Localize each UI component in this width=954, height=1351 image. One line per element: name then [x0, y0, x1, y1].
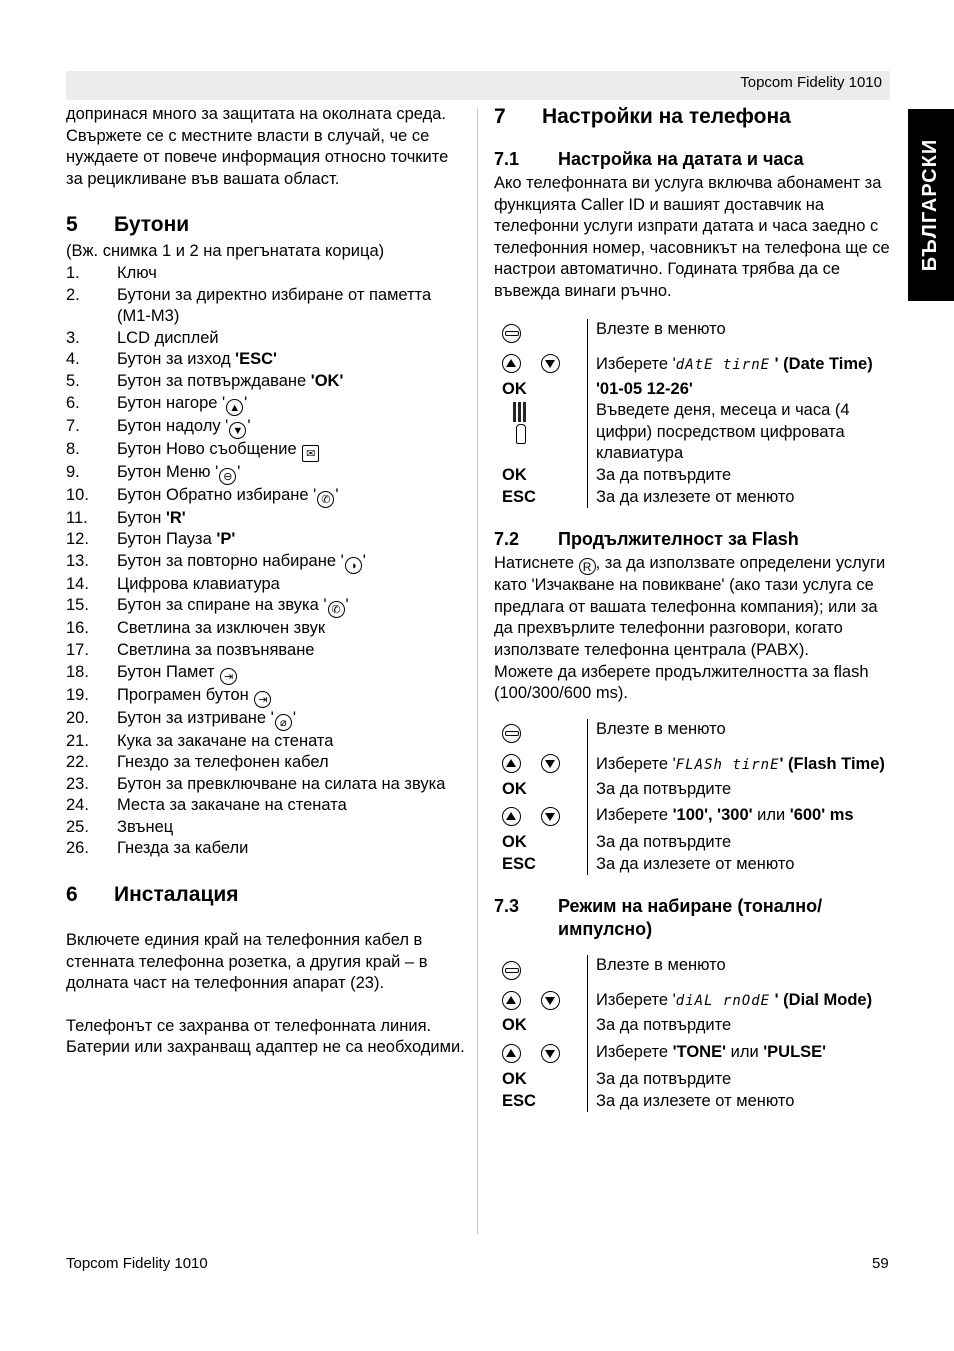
option-values: '100', '300' — [672, 806, 753, 825]
step-text — [588, 800, 898, 832]
step-key — [498, 719, 588, 749]
body-text: Натиснете — [494, 554, 579, 573]
section-title: Продължителност за Flash — [558, 529, 799, 550]
list-item — [66, 838, 466, 860]
list-item — [66, 574, 466, 596]
item-label: Бутон Обратно избиране ' — [117, 485, 317, 504]
step-key — [498, 1037, 588, 1069]
step-key — [498, 985, 588, 1015]
item-number: 25. — [66, 817, 89, 836]
step-text: За да потвърдите — [596, 779, 732, 798]
intro-text: допринася много за защитата на околната среда. — [66, 105, 446, 123]
step-key: OK — [498, 465, 588, 487]
footer-title: Topcom Fidelity 1010 — [66, 1255, 208, 1272]
item-label: Бутон Ново съобщение — [117, 439, 302, 458]
item-label: Бутон за спиране на звука ' — [117, 596, 327, 615]
item-key-name: 'ESC' — [235, 350, 277, 369]
select-label: Изберете ' — [596, 991, 676, 1010]
section-5-heading — [66, 212, 466, 238]
item-text — [117, 662, 238, 685]
item-number: 15. — [66, 596, 89, 615]
language-tab — [908, 109, 954, 301]
item-label: Бутон нагоре ' — [117, 393, 226, 412]
item-text — [117, 349, 277, 371]
item-key-name: 'P' — [216, 530, 236, 549]
item-label: Цифрова клавиатура — [117, 574, 280, 593]
step-key: OK — [498, 379, 588, 401]
lcd-text: diAL rnOdE — [675, 993, 771, 1010]
r-button-icon: R — [579, 558, 596, 575]
list-item — [66, 795, 466, 817]
list-item — [66, 708, 466, 731]
item-text — [117, 708, 296, 731]
item-label: Бутони за директно избиране от паметта (М1-М3) — [117, 285, 432, 326]
item-number: 9. — [66, 462, 80, 481]
item-text — [117, 328, 219, 350]
item-number: 18. — [66, 662, 89, 681]
step-key: ESC — [498, 487, 588, 509]
item-number: 11. — [66, 508, 88, 527]
body-text: , за да използвате определени услуги като 'Изчакване на повикване' (ако тази услуга се предлага от вашата телефонна компания); или за да прехвърлите телефонни разговори, когато използвате телефонна централа (PABX). — [494, 554, 886, 659]
item-label: Бутон Пауза — [117, 530, 217, 549]
item-number: 14. — [66, 574, 89, 593]
header-bar — [66, 71, 890, 100]
item-text — [117, 731, 333, 753]
menu-icon — [502, 961, 521, 980]
item-label: Места за закачане на стената — [117, 796, 347, 815]
step-value — [588, 379, 898, 401]
page-number: 59 — [872, 1255, 889, 1272]
step-text — [588, 985, 898, 1015]
list-item — [66, 774, 466, 796]
step-key: OK — [498, 1015, 588, 1037]
item-label: Бутон Памет — [117, 662, 220, 681]
button-icon: ▼ — [229, 422, 246, 439]
step-key: OK — [498, 832, 588, 854]
step-key: OK — [498, 1069, 588, 1091]
step-key: OK — [498, 779, 588, 801]
up-arrow-icon — [502, 354, 521, 373]
item-number: 16. — [66, 619, 89, 638]
item-number: 7. — [66, 416, 80, 435]
item-label-end: ' — [292, 708, 296, 727]
item-label-end: ' — [335, 485, 339, 504]
option-value: 'PULSE' — [763, 1043, 827, 1062]
item-text — [117, 393, 247, 416]
right-column — [494, 104, 894, 1112]
item-label: Бутон за потвърждаване — [117, 371, 311, 390]
flash-procedure — [498, 719, 898, 876]
date-value: '01-05 12-26' — [596, 379, 693, 398]
item-text — [117, 285, 466, 328]
item-text — [117, 371, 343, 393]
section-7-heading — [494, 104, 894, 130]
list-item — [66, 529, 466, 551]
button-icon: ✆ — [328, 601, 345, 618]
section-number: 7.3 — [494, 896, 520, 917]
item-number: 12. — [66, 530, 89, 549]
list-item — [66, 640, 466, 662]
list-item — [66, 731, 466, 753]
list-item — [66, 285, 466, 328]
item-text — [117, 439, 320, 462]
up-arrow-icon — [502, 1044, 521, 1063]
item-label: Светлина за позвъняване — [117, 640, 315, 659]
section-7-3-heading — [494, 895, 894, 941]
step-key — [498, 955, 588, 985]
item-text — [117, 574, 280, 596]
item-number: 6. — [66, 393, 80, 412]
item-text — [117, 551, 366, 574]
section-7-1-heading — [494, 148, 894, 171]
up-arrow-icon — [502, 807, 521, 826]
section-number: 7.1 — [494, 149, 520, 169]
button-icon: ⇥ — [254, 691, 271, 708]
item-number: 13. — [66, 551, 89, 570]
step-key: ESC — [498, 854, 588, 876]
button-icon: ⌀ — [275, 714, 292, 731]
step-text: За да излезете от менюто — [596, 487, 795, 506]
item-text — [117, 817, 173, 839]
option-name: ' (Dial Mode) — [770, 991, 873, 1010]
step-text: Влезте в менюто — [596, 719, 726, 738]
button-icon: ▲ — [226, 399, 243, 416]
section-5-note: (Вж. снимка 1 и 2 на прегънатата корица) — [66, 242, 385, 261]
list-item — [66, 485, 466, 508]
item-text — [117, 462, 240, 485]
list-item — [66, 752, 466, 774]
option-value: 'TONE' — [672, 1043, 727, 1062]
step-key — [498, 800, 588, 832]
item-number: 2. — [66, 285, 80, 304]
step-text: За да потвърдите — [596, 1016, 732, 1035]
list-item — [66, 328, 466, 350]
down-arrow-icon — [541, 1044, 560, 1063]
list-item — [66, 662, 466, 685]
intro-text-2: Свържете се с местните власти в случай, че се нуждаете от повече информация относно точките за рецикливане във вашата област. — [66, 126, 449, 188]
item-label: Бутон — [117, 508, 166, 527]
item-number: 10. — [66, 485, 89, 504]
menu-icon — [502, 324, 521, 343]
item-number: 5. — [66, 371, 80, 390]
button-icon: ✆ — [317, 491, 334, 508]
section-title: Настройка на датата и часа — [558, 149, 804, 169]
list-item — [66, 349, 466, 371]
column-divider — [477, 108, 478, 1234]
step-text: Влезте в менюто — [596, 319, 726, 338]
section-number: 6 — [66, 883, 78, 907]
item-number: 21. — [66, 731, 89, 750]
item-label: Бутон за изход — [117, 350, 236, 369]
item-text — [117, 640, 314, 662]
down-arrow-icon — [541, 754, 560, 773]
up-arrow-icon — [502, 991, 521, 1010]
item-number: 20. — [66, 708, 89, 727]
lcd-text: FLASh tirnE — [675, 756, 780, 773]
list-item — [66, 551, 466, 574]
select-label: Изберете ' — [596, 754, 676, 773]
date-time-procedure — [498, 319, 898, 509]
item-number: 3. — [66, 328, 80, 347]
list-item — [66, 508, 466, 530]
item-text — [117, 774, 445, 796]
section-7-1-body: Ако телефонната ви услуга включва абонамент за функцията Caller ID и вашият доставчик на телефонни услуги изпрати датата и часа заедно с телефонния номер, часовникът на телефона ще се настрои автоматично. Годината трябва да се въвежда винаги ръчно. — [494, 174, 890, 300]
item-label: Бутон за повторно набиране ' — [117, 551, 344, 570]
section-7-2-heading — [494, 528, 894, 551]
item-key-name: 'R' — [165, 508, 186, 527]
section-number: 7 — [494, 105, 506, 128]
option-values: '600' ms — [789, 806, 854, 825]
section-number: 7.2 — [494, 529, 520, 550]
item-number: 8. — [66, 439, 80, 458]
item-label: Гнезда за кабели — [117, 839, 249, 858]
item-label: Ключ — [117, 263, 157, 282]
step-text — [588, 749, 898, 779]
item-label-end: ' — [237, 462, 241, 481]
option-name: ' (Date Time) — [770, 354, 873, 373]
select-label: Изберете — [596, 1043, 673, 1062]
item-label-end: ' — [362, 551, 366, 570]
select-label: Изберете — [596, 806, 673, 825]
keypad-icon — [510, 400, 530, 446]
item-label-end: ' — [247, 416, 251, 435]
button-icon: ⇥ — [220, 668, 237, 685]
item-label: Бутон за превключване на силата на звука — [117, 774, 446, 793]
item-text — [117, 795, 347, 817]
step-text — [588, 349, 898, 379]
item-label: LCD дисплей — [117, 328, 219, 347]
down-arrow-icon — [541, 807, 560, 826]
list-item — [66, 618, 466, 640]
step-text: За да излезете от менюто — [596, 1091, 795, 1110]
item-label: Програмен бутон — [117, 685, 254, 704]
item-number: 4. — [66, 350, 80, 369]
header-title: Topcom Fidelity 1010 — [740, 74, 882, 91]
button-icon: ◑ — [345, 557, 362, 574]
down-arrow-icon — [541, 991, 560, 1010]
list-item — [66, 817, 466, 839]
item-text — [117, 529, 235, 551]
section-6-heading — [66, 882, 466, 908]
language-tab-label: БЪЛГАРСКИ — [919, 138, 942, 272]
item-label: Бутон надолу ' — [117, 416, 229, 435]
item-label: Светлина за изключен звук — [117, 619, 326, 638]
lcd-text: dAtE tirnE — [675, 356, 771, 373]
step-key: ESC — [498, 1091, 588, 1113]
step-text: Въведете деня, месеца и часа (4 цифри) посредством цифровата клавиатура — [596, 401, 850, 463]
install-paragraph-1: Включете единия край на телефонния кабел в стенната телефонна розетка, а другия край – в долната част на телефонния апарат (23). — [66, 931, 428, 993]
item-text — [117, 416, 250, 439]
item-text — [117, 485, 338, 508]
item-label: Гнездо за телефонен кабел — [117, 753, 329, 772]
step-key — [498, 349, 588, 379]
step-key — [498, 400, 588, 465]
step-text: За да потвърдите — [596, 833, 732, 852]
item-label-end: ' — [244, 393, 248, 412]
item-key-name: 'OK' — [310, 371, 344, 390]
list-item — [66, 462, 466, 485]
item-text — [117, 263, 157, 285]
section-number: 5 — [66, 213, 78, 237]
list-item — [66, 685, 466, 708]
down-arrow-icon — [541, 354, 560, 373]
select-label: Изберете ' — [596, 354, 676, 373]
step-text: За да потвърдите — [596, 1070, 732, 1089]
item-text — [117, 618, 325, 640]
step-text: Влезте в менюто — [596, 956, 726, 975]
section-title: Режим на набиране (тонално/ импулсно) — [558, 896, 823, 940]
list-item — [66, 439, 466, 462]
item-number: 26. — [66, 839, 89, 858]
item-label: Бутон за изтриване ' — [117, 708, 274, 727]
step-key — [498, 749, 588, 779]
item-label: Кука за закачане на стената — [117, 731, 334, 750]
item-label: Бутон Меню ' — [117, 462, 219, 481]
button-icon: ⊖ — [219, 468, 236, 485]
item-text — [117, 508, 186, 530]
list-item — [66, 263, 466, 285]
or-label: или — [752, 806, 790, 825]
section-7-2-body-2: Можете да изберете продължителността за flash (100/300/600 ms). — [494, 662, 869, 703]
step-key — [498, 319, 588, 349]
item-number: 24. — [66, 796, 89, 815]
section-title: Настройки на телефона — [542, 105, 791, 128]
list-item — [66, 595, 466, 618]
item-number: 22. — [66, 753, 89, 772]
step-text: За да излезете от менюто — [596, 854, 795, 873]
buttons-list — [66, 263, 466, 860]
step-text — [588, 1037, 898, 1069]
menu-icon — [502, 724, 521, 743]
list-item — [66, 416, 466, 439]
item-label-end: ' — [345, 596, 349, 615]
item-number: 23. — [66, 774, 89, 793]
item-number: 19. — [66, 685, 89, 704]
dial-mode-procedure — [498, 955, 898, 1112]
item-text — [117, 838, 248, 860]
button-icon: ✉ — [302, 445, 319, 462]
list-item — [66, 371, 466, 393]
item-text — [117, 595, 349, 618]
left-column — [66, 104, 466, 1059]
section-title: Инсталация — [114, 883, 239, 907]
step-text: За да потвърдите — [596, 465, 732, 484]
section-7-2-body — [494, 553, 894, 661]
up-arrow-icon — [502, 754, 521, 773]
section-title: Бутони — [114, 213, 190, 237]
item-text — [117, 685, 272, 708]
item-number: 1. — [66, 263, 80, 282]
item-number: 17. — [66, 640, 89, 659]
or-label: или — [726, 1043, 764, 1062]
install-paragraph-2: Телефонът се захранва от телефонната линия. Батерии или захранващ адаптер не са необходими. — [66, 1016, 465, 1057]
option-name: ' (Flash Time) — [779, 754, 885, 773]
item-label: Звънец — [117, 817, 174, 836]
item-text — [117, 752, 329, 774]
list-item — [66, 393, 466, 416]
